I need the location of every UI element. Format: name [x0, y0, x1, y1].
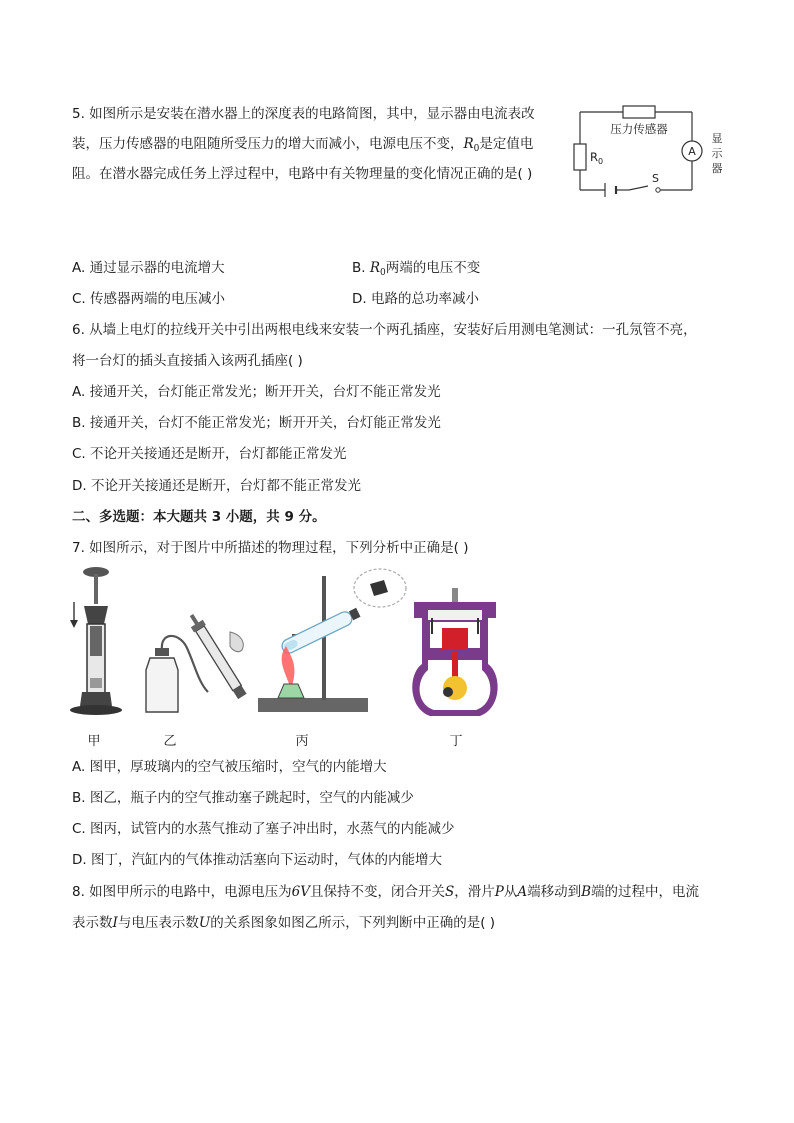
q6-line-2: 将一台灯的插头直接插入该两孔插座( ) [72, 353, 303, 369]
q5-line-1: 5. 如图所示是安装在潜水器上的深度表的电路简图，其中，显示器由电流表改 [72, 106, 535, 122]
q6-line-1: 6. 从墙上电灯的拉线开关中引出两根电线来安装一个两孔插座，安装好后用测电笔测试：一孔氖管不亮， [72, 322, 697, 338]
q5-line-3: 阻。在潜水器完成任务上浮过程中，电路中有关物理量的变化情况正确的是( ) [72, 166, 533, 182]
figure-bing-test-tube [252, 566, 410, 720]
q5-option-b-r0-subscript: 0 [380, 268, 386, 278]
section-2-heading: 二、多选题：本大题共 3 小题，共 9 分。 [72, 509, 326, 525]
q7-line-1: 7. 如图所示，对于图片中所描述的物理过程，下列分析中正确是( ) [72, 540, 469, 556]
q8-switch-symbol: S [445, 884, 455, 900]
q8-l2-text-1: 表示数 [72, 915, 113, 931]
q5-line-2-text-a: 装，压力传感器的电阻随所受压力的增大而减小，电源电压不变， [72, 136, 464, 152]
q7-option-c: C. 图丙，试管内的水蒸气推动了塞子冲出时，水蒸气的内能减少 [72, 821, 455, 837]
q8-current-symbol: I [112, 915, 118, 931]
figure-caption-bing: 丙 [295, 734, 309, 749]
q5-line-2-text-b: 是定值电 [479, 136, 534, 152]
q8-slider-symbol: P [494, 884, 504, 900]
q6-option-d: D. 不论开关接通还是断开，台灯都不能正常发光 [72, 478, 361, 494]
q8-text-4: 从 [503, 884, 518, 900]
q8-voltage-symbol: U [198, 915, 211, 931]
q8-text-2: 且保持不变，闭合开关 [310, 884, 446, 900]
q5-option-b-r0-symbol: R [369, 260, 381, 276]
q8-text-1: 8. 如图甲所示的电路中，电源电压为 [72, 884, 292, 900]
q5-option-b-text: 两端的电压不变 [385, 260, 481, 276]
q8-line-1 [72, 882, 699, 902]
q8-l2-text-3: 的关系图象如图乙所示，下列判断中正确的是( ) [210, 915, 496, 931]
pressure-sensor-resistor [623, 106, 655, 118]
q8-point-b: B [581, 884, 592, 900]
switch-label: S [652, 172, 659, 185]
q5-r0-subscript: 0 [473, 144, 480, 154]
q5-option-b [352, 258, 480, 283]
q5-line-2 [72, 134, 533, 159]
figure-caption-jia: 甲 [87, 734, 101, 749]
q5-option-a: A. 通过显示器的电流增大 [72, 260, 225, 276]
display-label-2: 示 [711, 147, 723, 160]
q5-option-d: D. 电路的总功率减小 [352, 291, 479, 307]
q6-option-c: C. 不论开关接通还是断开，台灯都能正常发光 [72, 446, 347, 462]
q8-l2-text-2: 与电压表示数 [117, 915, 199, 931]
display-label-1: 显 [711, 132, 723, 145]
figure-caption-ding: 丁 [449, 734, 463, 749]
figure-yi-bottle-pump [142, 612, 252, 718]
q8-voltage-value: 6V [291, 884, 311, 900]
q6-option-b: B. 接通开关，台灯不能正常发光；断开开关，台灯能正常发光 [72, 415, 441, 431]
q7-option-b: B. 图乙，瓶子内的空气推动塞子跳起时，空气的内能减少 [72, 790, 414, 806]
switch-contact-icon [656, 188, 660, 192]
q6-option-a: A. 接通开关，台灯能正常发光；断开开关，台灯不能正常发光 [72, 384, 441, 400]
q5-r0-symbol: R [463, 136, 474, 152]
q7-option-d: D. 图丁，汽缸内的气体推动活塞向下运动时，气体的内能增大 [72, 852, 442, 868]
display-label-3: 器 [711, 162, 723, 175]
r0-label: $R_0$ [590, 150, 604, 166]
q5-option-c: C. 传感器两端的电压减小 [72, 291, 226, 307]
q8-text-6: 端的过程中，电流 [591, 884, 700, 900]
figure-jia-compression-cylinder [66, 566, 132, 720]
q8-line-2 [72, 913, 495, 933]
q8-point-a: A [517, 884, 528, 900]
q7-option-a: A. 图甲，厚玻璃内的空气被压缩时，空气的内能增大 [72, 759, 387, 775]
r0-resistor [574, 144, 586, 170]
pressure-sensor-label: 压力传感器 [610, 122, 668, 136]
q5-option-b-prefix: B. [352, 260, 370, 276]
q8-text-5: 端移动到 [527, 884, 582, 900]
q5-circuit-diagram [568, 100, 730, 206]
q8-text-3: ，滑片 [454, 884, 495, 900]
figure-caption-yi: 乙 [163, 734, 177, 749]
ammeter-label: A [688, 145, 696, 158]
figure-ding-engine-cylinder [408, 588, 504, 720]
